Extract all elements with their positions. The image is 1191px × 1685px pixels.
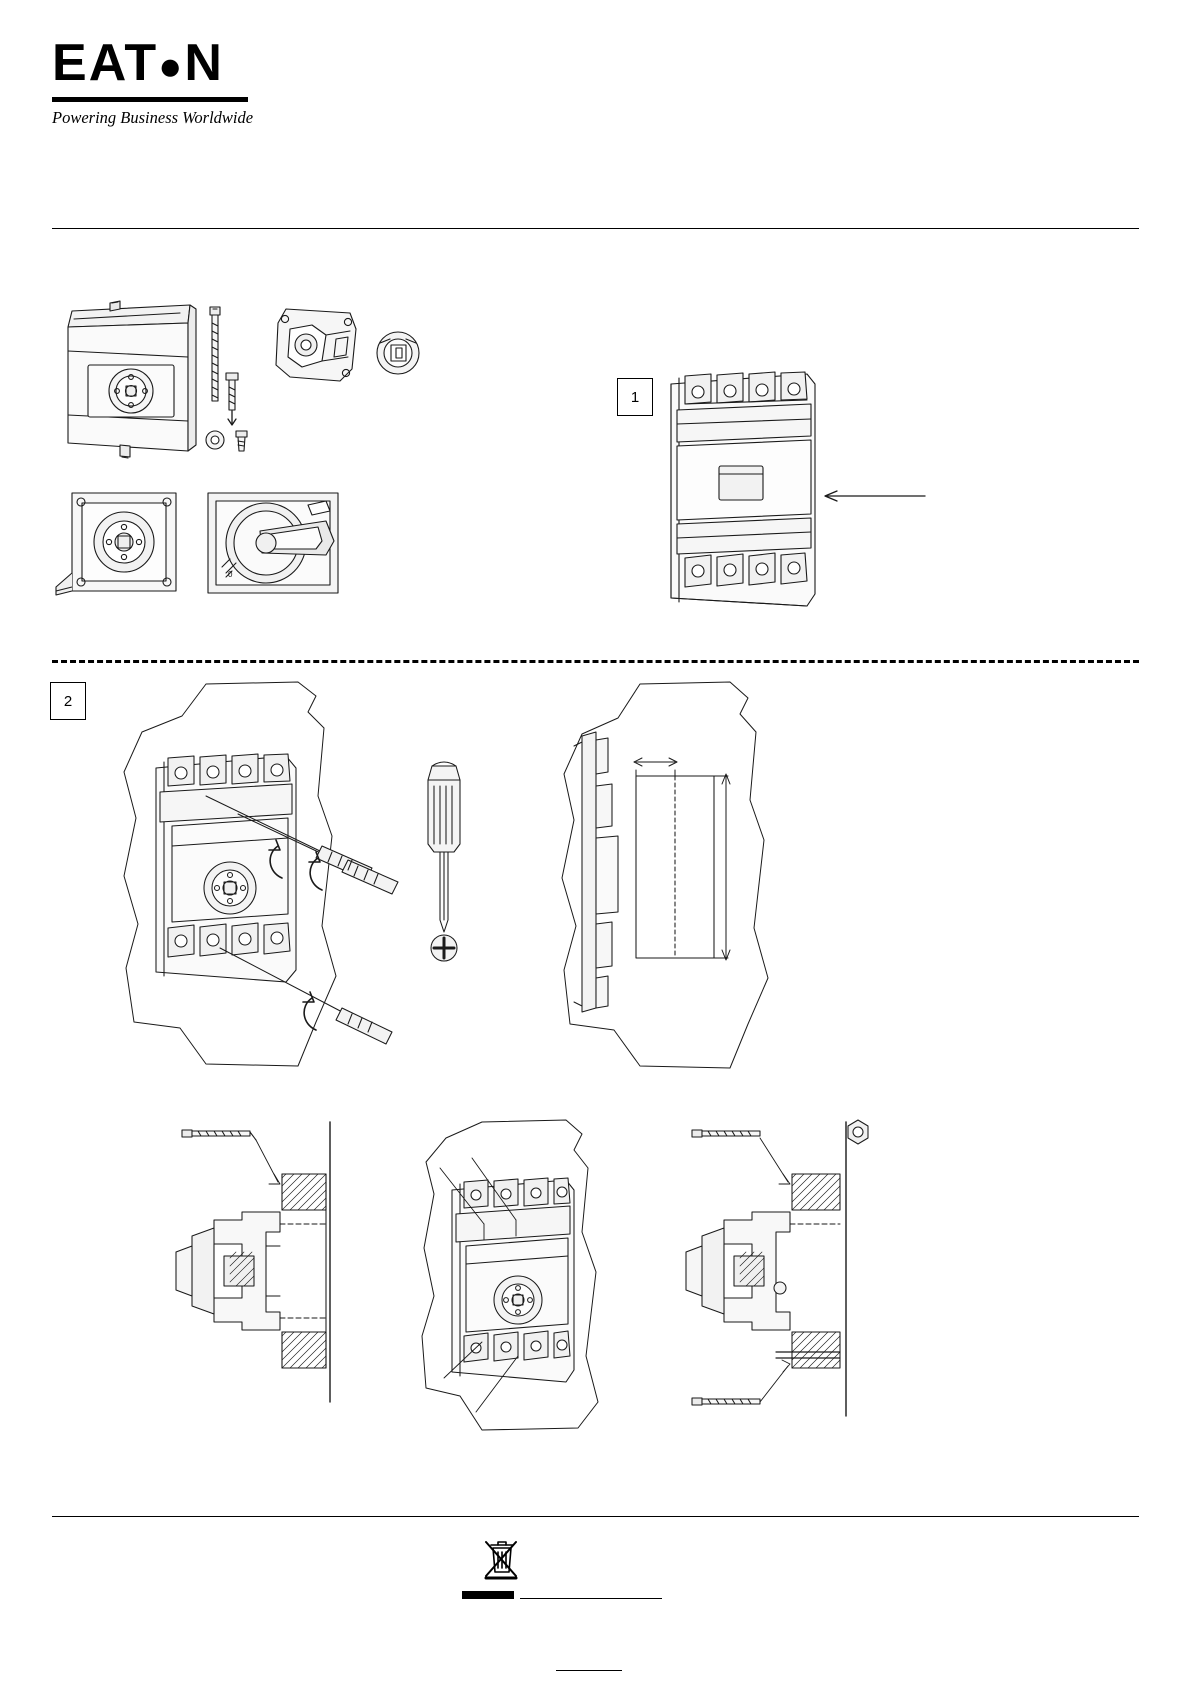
- logo-dot-icon: ●: [158, 44, 185, 89]
- step-2-number-box: [50, 682, 86, 720]
- cover-plate-arrow-icon: [825, 491, 925, 501]
- left-mechanism-section: [176, 1212, 326, 1330]
- right-panel-hatched: [792, 1122, 846, 1416]
- center-breaker-section-figure: [420, 1116, 620, 1436]
- svg-text:0: 0: [228, 570, 233, 579]
- step-2-number: 2: [63, 692, 73, 710]
- step-1-number-box: [617, 378, 653, 416]
- hex-nut-icon: [848, 1120, 868, 1144]
- logo-wordmark: [52, 36, 282, 93]
- footer-underline: [520, 1598, 662, 1599]
- step-1-number: 1: [630, 388, 640, 406]
- left-cross-section-figure: [170, 1116, 370, 1406]
- eaton-logo: [52, 36, 282, 128]
- section-divider-dashed: [52, 660, 1139, 663]
- logo-tagline: Powering Business Worldwide: [52, 108, 254, 128]
- logo-underline: [52, 97, 248, 102]
- right-long-screw-top: [692, 1130, 760, 1137]
- footer-divider: [52, 1516, 1139, 1517]
- screwdriver-tool-figure: [410, 752, 490, 952]
- mounting-figure-left: [110, 676, 440, 1076]
- parts-kit-figure: [50, 295, 480, 625]
- logo-letter-n: N: [184, 34, 224, 92]
- logo-letter-e: E: [52, 34, 89, 92]
- logo-letter-a: A: [88, 34, 125, 92]
- rotary-handle-drawing: [208, 493, 338, 593]
- left-panel-hatched: [282, 1122, 330, 1402]
- mechanism-body-drawing: [68, 301, 196, 458]
- escutcheon-plate-drawing: [56, 493, 176, 595]
- breaker-figure: [655, 362, 955, 622]
- phillips-bit-icon: [431, 935, 457, 961]
- coupling-bracket-drawing: [276, 309, 356, 381]
- footer-black-bar: [462, 1591, 514, 1599]
- cutout-rectangle: [636, 776, 714, 958]
- shaft-adapter-drawing: [377, 332, 419, 374]
- right-long-screw-bottom: [692, 1398, 760, 1405]
- left-long-screw: [182, 1130, 256, 1140]
- logo-letter-t: T: [124, 34, 159, 92]
- cutout-dimension-figure: [560, 676, 820, 1076]
- weee-icon: [484, 1538, 518, 1587]
- right-mechanism-section: [686, 1212, 840, 1358]
- short-screw-drawing: [226, 373, 238, 425]
- header-divider: [52, 228, 1139, 229]
- long-screw-drawing: [210, 307, 220, 401]
- small-screw-drawing: [236, 431, 247, 451]
- page-bottom-mark: [556, 1670, 622, 1671]
- washer-drawing: [206, 431, 224, 449]
- right-cross-section-figure: [680, 1116, 900, 1426]
